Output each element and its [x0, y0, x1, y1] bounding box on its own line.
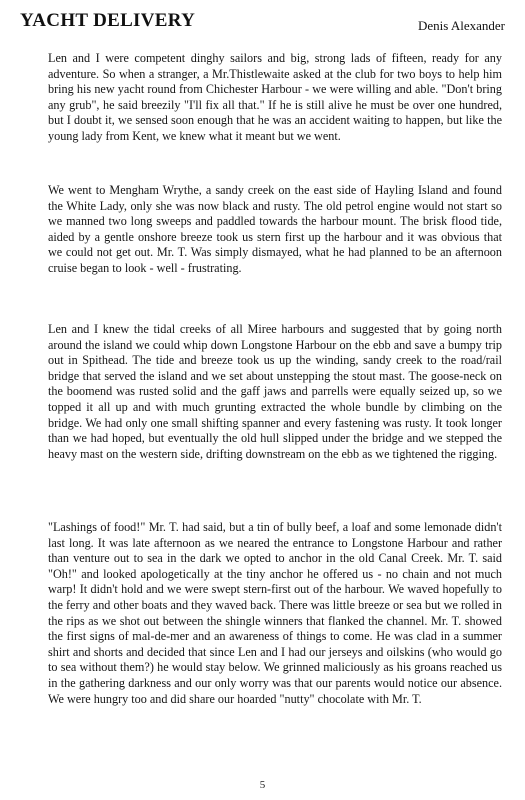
- author-name: Denis Alexander: [417, 18, 505, 33]
- paragraph-2: We went to Mengham Wrythe, a sandy creek on the east side of Hayling Island and found the White Lady, only she was now black and rusty. The old petrol engine would not start so we manned two long sweeps and paddled towards the harbour mount. The brisk flood tide, aided by a gentle onshore breeze took us stern first up the harbour and it was obvious that we could not get out. Mr. T. Was simply dismayed, what he had planned to be an afternoon cruise began to look - well - frustrating.: [48, 183, 502, 275]
- paragraph-3: Len and I knew the tidal creeks of all Miree harbours and suggested that by going north around the island we could whip down Longstone Harbour on the ebb and save a bumpy trip out in Spithead. The tide and breeze took us up the winding, sandy creek to the road/rail bridge that served the island and we set about unstepping the stout mast. The goose-neck on the boomend was rusted solid and the gaff jaws and parrells were equally seized up, so we topped it all up and with much grunting extracted the whole bundle by climbing on the bridge. We had only one small shifting spanner and every fastening was rusty. It took longer than we had hoped, but eventually the old hull slipped under the bridge and we stepped the heavy mast on the western side, drifting downstream on the ebb as we tightened the rigging.: [48, 322, 502, 461]
- page-title: YACHT DELIVERY: [20, 10, 196, 31]
- page-number: 5: [259, 779, 266, 791]
- paragraph-1: Len and I were competent dinghy sailors and big, strong lads of fifteen, ready for any adventure. So when a stranger, a Mr.Thistlewaite asked at the club for two boys to help him bring his new yacht round from Chichester Harbour - we were willing and able. "Don't bring any grub", he said breezily "I'll fix all that." If he is still alive he must be over one hundred, but I doubt it, we sensed soon enough that he was an accident waiting to happen, but like the young lady from Kent, we knew what it meant but we went.: [48, 51, 502, 143]
- paragraph-4: "Lashings of food!" Mr. T. had said, but a tin of bully beef, a loaf and some lemonade didn't last long. It was late afternoon as we neared the entrance to Longstone Harbour and rather than venture out to sea in the dark we opted to anchor in the old Canal Creek. Mr. T. said "Oh!" and looked apologetically at the tiny anchor he offered us - no chain and not much warp! It didn't hold and we were swept stern-first out of the harbour. We waved hopefully to the ferry and other boats and they waved back. There was little breeze or sea but we rolled in the rips as we shot out between the shingle winners that flanked the channel. Mr. T. showed the first signs of mal-de-mer and an awareness of things to come. He was clad in a summer shirt and shorts and decided that since Len and I had our jerseys and oilskins (who would go to sea without them?) he would stay below. We grinned maliciously as his groans reached us in the gathering darkness and our only worry was that our parents would notice our absence. We were hungry too and did share our hoarded "nutty" chocolate with Mr. T.: [48, 520, 502, 706]
